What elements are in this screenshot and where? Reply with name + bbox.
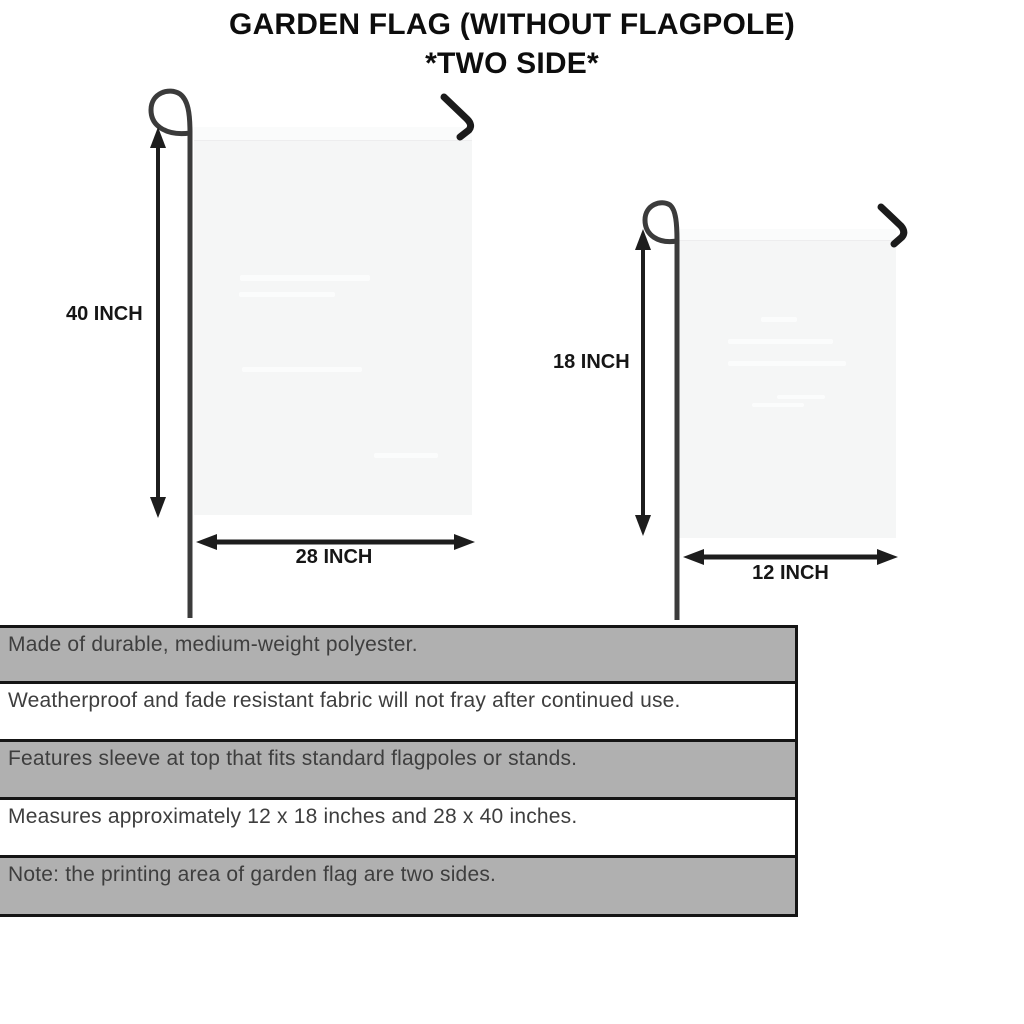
feature-row: Note: the printing area of garden flag are two sides. [0,855,795,914]
feature-row: Measures approximately 12 x 18 inches and 28 x 40 inches. [8,805,578,828]
large-flag-hook-icon [444,97,471,137]
large-flag-width-label: 28 INCH [295,546,373,568]
arrow-head-down [150,497,166,518]
small-flag-height-label: 18 INCH [553,351,630,373]
feature-row: Made of durable, medium-weight polyester. [0,628,795,684]
small-flag-pole-loop-icon [645,203,677,242]
title-line-1: GARDEN FLAG (WITHOUT FLAGPOLE) [229,8,795,41]
large-flag-pole-loop-icon [151,91,190,133]
small-flag-width-label: 12 INCH [752,562,829,584]
feature-row: Weatherproof and fade resistant fabric will not fray after continued use. [8,689,681,712]
small-flag-hook-icon [881,207,904,244]
feature-row: Features sleeve at top that fits standard flagpoles or stands. [0,739,795,800]
feature-table [0,625,798,917]
large-flag-height-label: 40 INCH [66,303,143,325]
arrow-head-down [635,515,651,536]
title-line-2: *TWO SIDE* [425,47,599,80]
